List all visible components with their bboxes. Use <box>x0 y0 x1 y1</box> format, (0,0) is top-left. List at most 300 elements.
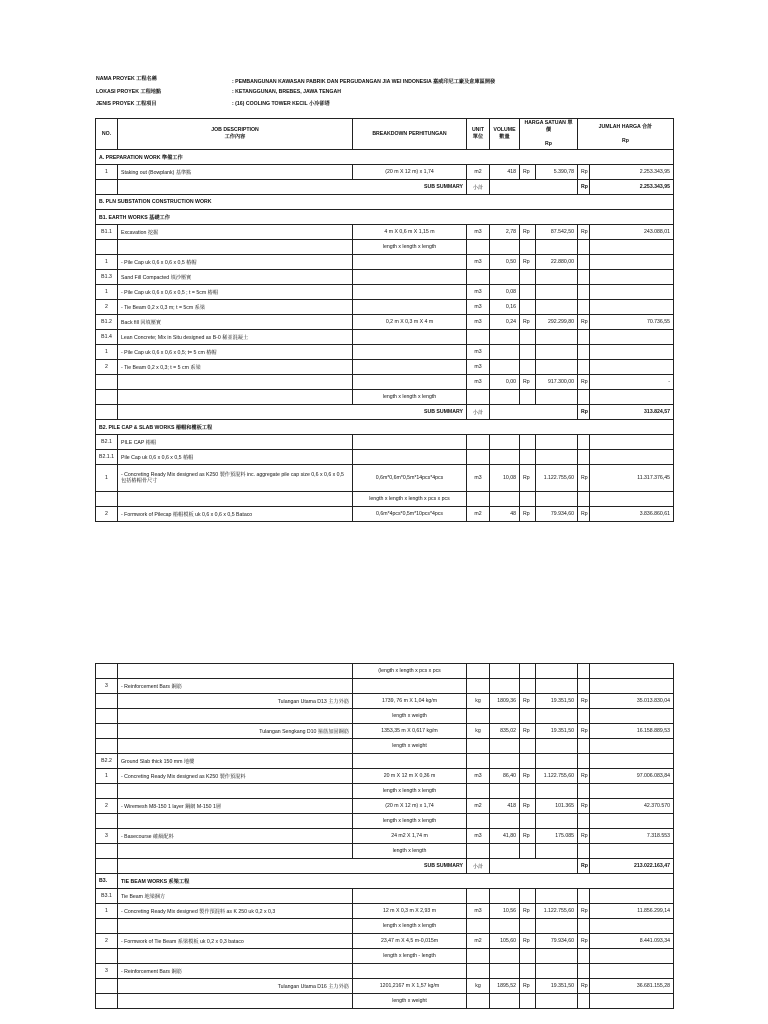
cell-brk: length x weight <box>353 994 467 1009</box>
cell-price: 917.300,00 <box>536 375 578 390</box>
cell-vol <box>490 330 520 345</box>
cell-total <box>590 360 674 375</box>
cell-price: 1.122.755,60 <box>536 769 578 784</box>
cell-rp2: Rp <box>578 799 590 814</box>
header-total-price: JUMLAH HARGA 合計 Rp <box>578 119 674 150</box>
cell-no: 1 <box>96 345 118 360</box>
cell-desc <box>118 814 353 829</box>
cell-no: 1 <box>96 165 118 180</box>
cell-rp2 <box>578 285 590 300</box>
cell-no <box>96 390 118 405</box>
cell-rp2 <box>578 390 590 405</box>
cell-unit: m3 <box>467 769 490 784</box>
cell-rp1 <box>520 450 536 465</box>
cell-price: 79.934,60 <box>536 934 578 949</box>
table-row <box>96 964 674 979</box>
cell-unit <box>467 492 490 507</box>
cell-brk: (20 m X 12 m) x 1,74 <box>353 165 467 180</box>
cell-unit: m3 <box>467 315 490 330</box>
cell-vol: 1809,36 <box>490 694 520 709</box>
cell-price: 87.542,50 <box>536 225 578 240</box>
cell-rp1 <box>520 345 536 360</box>
cell-brk <box>353 330 467 345</box>
cell-unit: m3 <box>467 255 490 270</box>
cell-vol <box>490 450 520 465</box>
cell-no: B2.1 <box>96 435 118 450</box>
cell-rp1: Rp <box>520 315 536 330</box>
section-b2-continued-rows <box>96 664 674 859</box>
cell-vol <box>490 754 520 769</box>
cell-unit <box>467 679 490 694</box>
table-row <box>96 330 674 345</box>
section-b1-title: B1. EARTH WORKS 基礎工作 <box>96 210 674 225</box>
cell-rp2 <box>578 754 590 769</box>
cell-total <box>590 754 674 769</box>
cell-desc <box>118 375 353 390</box>
cell-desc: Tulangan Utama D13 主力外筋 <box>118 694 353 709</box>
cell-total: 42.370.570 <box>590 799 674 814</box>
cell-desc: - Concreting Ready Mix designed as K250 製作預混料 inc. aggregate pile cap size 0,6 x 0,6 x 0,5 包括樁帽骨尺寸 <box>118 465 353 492</box>
cell-rp1: Rp <box>520 934 536 949</box>
cell-unit <box>467 330 490 345</box>
cell-desc: Tie Beam 地梁捆方 <box>118 889 353 904</box>
cell-vol <box>490 435 520 450</box>
cell-unit <box>467 814 490 829</box>
table-row <box>96 934 674 949</box>
cell-price <box>536 435 578 450</box>
cell-price: 175.085 <box>536 829 578 844</box>
project-type-value: : (16) COOLING TOWER KECIL 小冷卻塔 <box>232 101 330 107</box>
cell-vol: 418 <box>490 799 520 814</box>
cell-total <box>590 300 674 315</box>
sub-summary-row <box>96 405 674 420</box>
cell-no <box>96 664 118 679</box>
cell-no <box>96 694 118 709</box>
sub-summary-cn: 小計 <box>467 859 490 874</box>
cell-rp2: Rp <box>578 829 590 844</box>
cell-no <box>96 739 118 754</box>
cell-unit <box>467 949 490 964</box>
sub-summary-currency: Rp <box>578 859 590 874</box>
cell-brk: 0,6m*0,6m*0,5m*14pcs*4pcs <box>353 465 467 492</box>
cell-desc: Lean Concrete; Mix in Situ designed as B-0 稀並混凝土 <box>118 330 353 345</box>
cell-unit <box>467 739 490 754</box>
cell-price: 101.365 <box>536 799 578 814</box>
cell-unit: m3 <box>467 360 490 375</box>
cell-no <box>96 949 118 964</box>
cell-desc <box>118 844 353 859</box>
cell-unit <box>467 450 490 465</box>
sub-summary-currency: Rp <box>578 405 590 420</box>
cell-rp1 <box>520 240 536 255</box>
cell-rp2: Rp <box>578 769 590 784</box>
section-row <box>96 420 674 435</box>
cell-brk: length x length <box>353 844 467 859</box>
cell-total <box>590 964 674 979</box>
cell-total <box>590 949 674 964</box>
cell-total <box>590 784 674 799</box>
cell-desc: - Concreting Ready Mix designed 製作預混料 as K 250 uk 0,2 x 0,3 <box>118 904 353 919</box>
cell-total: 70.736,55 <box>590 315 674 330</box>
cell-total: 243.088,01 <box>590 225 674 240</box>
header-unit: UNIT 單位 <box>467 119 490 150</box>
cell-total <box>590 709 674 724</box>
table-row <box>96 679 674 694</box>
cell-price <box>536 994 578 1009</box>
cell-total <box>590 919 674 934</box>
table-cell <box>96 180 118 195</box>
cell-total <box>590 255 674 270</box>
cell-unit <box>467 754 490 769</box>
cell-vol: 0,16 <box>490 300 520 315</box>
cell-price: 292.299,80 <box>536 315 578 330</box>
cell-desc <box>118 919 353 934</box>
cell-rp2: Rp <box>578 315 590 330</box>
cell-rp1 <box>520 844 536 859</box>
cell-no: 2 <box>96 300 118 315</box>
cell-no <box>96 375 118 390</box>
cell-rp1 <box>520 814 536 829</box>
table-row <box>96 904 674 919</box>
cell-rp1: Rp <box>520 465 536 492</box>
cell-unit <box>467 844 490 859</box>
cell-rp1: Rp <box>520 829 536 844</box>
cell-rp2: Rp <box>578 904 590 919</box>
cell-desc <box>118 739 353 754</box>
cell-vol: 0,24 <box>490 315 520 330</box>
cell-vol: 86,40 <box>490 769 520 784</box>
table-row <box>96 507 674 522</box>
cell-brk <box>353 679 467 694</box>
table-cell <box>96 405 118 420</box>
cell-no <box>96 844 118 859</box>
cell-price <box>536 814 578 829</box>
cell-no: B2.2 <box>96 754 118 769</box>
cell-no <box>96 814 118 829</box>
table-row <box>96 724 674 739</box>
cell-price: 1.122.755,60 <box>536 904 578 919</box>
cell-total: 36.681.155,28 <box>590 979 674 994</box>
cell-desc: Tulangan Sengkang D10 箍筋加固鋼筋 <box>118 724 353 739</box>
section-row <box>96 195 674 210</box>
cell-rp2: Rp <box>578 694 590 709</box>
cell-unit: m3 <box>467 225 490 240</box>
table-row <box>96 979 674 994</box>
cell-unit: m3 <box>467 465 490 492</box>
cell-rp2 <box>578 709 590 724</box>
cell-rp2: Rp <box>578 165 590 180</box>
cell-brk: length x length x length <box>353 919 467 934</box>
cost-table-page-1 <box>95 118 674 522</box>
cell-rp2 <box>578 450 590 465</box>
cell-brk <box>353 345 467 360</box>
cell-no: 1 <box>96 769 118 784</box>
cell-no <box>96 994 118 1009</box>
cell-desc: - Pile Cap uk 0,6 x 0,6 x 0,5; t= 5 cm 樁帽 <box>118 345 353 360</box>
cell-rp2 <box>578 435 590 450</box>
cell-vol: 1895,52 <box>490 979 520 994</box>
cell-no: B1.2 <box>96 315 118 330</box>
table-row <box>96 225 674 240</box>
cell-no <box>96 492 118 507</box>
cell-unit <box>467 709 490 724</box>
cell-brk: length x weight <box>353 739 467 754</box>
section-row <box>96 150 674 165</box>
cell-vol: 10,08 <box>490 465 520 492</box>
cell-desc: Excavation 挖掘 <box>118 225 353 240</box>
cell-rp1 <box>520 919 536 934</box>
cell-rp1 <box>520 390 536 405</box>
cell-desc: Ground Slab thick 150 mm 地樓 <box>118 754 353 769</box>
cell-brk: (length x length x pcs x pcs <box>353 664 467 679</box>
cell-rp2: Rp <box>578 979 590 994</box>
cell-no: B1.3 <box>96 270 118 285</box>
cell-brk: 0,6m*4pcs*0,5m*10pcs*4pcs <box>353 507 467 522</box>
sub-summary-cn: 小計 <box>467 405 490 420</box>
cell-price <box>536 949 578 964</box>
cell-unit <box>467 270 490 285</box>
header-volume: VOLUME 數量 <box>490 119 520 150</box>
section-b2-title: B2. PILE CAP & SLAB WORKS 樁帽和樓板工程 <box>96 420 674 435</box>
cell-no: 3 <box>96 964 118 979</box>
table-row <box>96 375 674 390</box>
cell-vol <box>490 919 520 934</box>
cell-rp1: Rp <box>520 724 536 739</box>
table-header-row <box>96 119 674 150</box>
cell-brk: 20 m X 12 m X 0,36 m <box>353 769 467 784</box>
cell-vol <box>490 994 520 1009</box>
cell-unit: m2 <box>467 799 490 814</box>
section-a-title: A. PREPARATION WORK 準備工作 <box>96 150 674 165</box>
cell-vol <box>490 739 520 754</box>
cost-table-page-2 <box>95 663 674 1009</box>
cell-no: 1 <box>96 904 118 919</box>
cell-vol <box>490 390 520 405</box>
cell-unit: m3 <box>467 375 490 390</box>
table-row <box>96 994 674 1009</box>
cell-no: 2 <box>96 507 118 522</box>
cell-price: 22.880,00 <box>536 255 578 270</box>
cell-total <box>590 435 674 450</box>
cell-rp1 <box>520 360 536 375</box>
section-b1-rows <box>96 225 674 405</box>
table-row <box>96 664 674 679</box>
cell-no: 2 <box>96 934 118 949</box>
cell-total: 7.318.553 <box>590 829 674 844</box>
table-row <box>96 345 674 360</box>
cell-brk: 24 m2 X 1,74 m <box>353 829 467 844</box>
cell-rp2 <box>578 300 590 315</box>
cell-vol <box>490 784 520 799</box>
cell-brk: (20 m X 12 m) x 1,74 <box>353 799 467 814</box>
cell-rp1 <box>520 285 536 300</box>
cell-rp2 <box>578 889 590 904</box>
cell-price <box>536 919 578 934</box>
cell-vol <box>490 492 520 507</box>
table-row <box>96 769 674 784</box>
table-row <box>96 694 674 709</box>
cell-total: 11.317.376,45 <box>590 465 674 492</box>
cell-desc <box>118 664 353 679</box>
cell-vol <box>490 949 520 964</box>
cell-no: 1 <box>96 285 118 300</box>
cell-no: 3 <box>96 829 118 844</box>
sub-summary-label: SUB SUMMARY <box>118 405 467 420</box>
cell-price <box>536 390 578 405</box>
cell-desc: Pile Cap uk 0,6 x 0,6 x 0,5 樁帽 <box>118 450 353 465</box>
cell-rp1 <box>520 784 536 799</box>
cell-desc: - Reinforcement Bars 鋼筋 <box>118 964 353 979</box>
cell-price <box>536 709 578 724</box>
cell-rp2: Rp <box>578 724 590 739</box>
cell-brk <box>353 300 467 315</box>
cell-price: 79.934,60 <box>536 507 578 522</box>
cell-unit: m2 <box>467 934 490 949</box>
cell-vol <box>490 709 520 724</box>
table-row <box>96 390 674 405</box>
cell-rp2 <box>578 664 590 679</box>
cell-total <box>590 679 674 694</box>
cell-brk <box>353 375 467 390</box>
cell-desc <box>118 709 353 724</box>
cell-total: 35.013.830,04 <box>590 694 674 709</box>
cell-rp2 <box>578 994 590 1009</box>
cell-brk <box>353 964 467 979</box>
cell-brk <box>353 255 467 270</box>
cell-price <box>536 345 578 360</box>
header-breakdown: BREAKDOWN PERHITUNGAN <box>353 119 467 150</box>
cell-price: 1.122.755,60 <box>536 465 578 492</box>
header-no: NO. <box>96 119 118 150</box>
cell-total: 3.836.860,61 <box>590 507 674 522</box>
table-row <box>96 255 674 270</box>
cell-brk: 23,47 m X 4,5 m-0,015m <box>353 934 467 949</box>
cell-total <box>590 844 674 859</box>
cell-no: B1.1 <box>96 225 118 240</box>
section-b3-title: TIE BEAM WORKS 系梁工程 <box>118 874 674 889</box>
cell-total <box>590 739 674 754</box>
cell-rp1 <box>520 300 536 315</box>
table-row <box>96 949 674 964</box>
project-name-label: NAMA PROYEK 工程名稱 <box>96 76 157 82</box>
cell-desc: - Tie Beam 0,2 x 0,3 m; t = 5cm 系梁 <box>118 300 353 315</box>
table-row <box>96 814 674 829</box>
cell-desc: Staking out (Bowplank) 基準點 <box>118 165 353 180</box>
cell-desc <box>118 240 353 255</box>
cell-rp1 <box>520 435 536 450</box>
header-unit-price: HARGA SATUAN 單價 Rp <box>520 119 578 150</box>
cell-unit: m3 <box>467 345 490 360</box>
cell-unit <box>467 964 490 979</box>
project-location-label: LOKASI PROYEK 工程地點 <box>96 89 162 95</box>
cell-desc: - Pile Cap uk 0,6 x 0,6 x 0,5 樁帽 <box>118 255 353 270</box>
cell-brk <box>353 889 467 904</box>
cell-total <box>590 270 674 285</box>
cell-price <box>536 754 578 769</box>
cell-rp1 <box>520 679 536 694</box>
cell-brk <box>353 360 467 375</box>
cell-no <box>96 919 118 934</box>
cell-unit: m3 <box>467 285 490 300</box>
cell-total: 16.158.889,53 <box>590 724 674 739</box>
cell-unit: m2 <box>467 507 490 522</box>
cell-vol: 835,02 <box>490 724 520 739</box>
cell-no: 1 <box>96 255 118 270</box>
cell-price: 5.390,78 <box>536 165 578 180</box>
table-row <box>96 315 674 330</box>
cell-rp2 <box>578 255 590 270</box>
cell-rp1: Rp <box>520 904 536 919</box>
cell-unit <box>467 784 490 799</box>
sub-summary-b1-total: 313.824,57 <box>590 405 674 420</box>
sub-summary-cn: 小計 <box>467 180 490 195</box>
cell-no <box>96 724 118 739</box>
cell-total <box>590 492 674 507</box>
cell-rp1: Rp <box>520 979 536 994</box>
cell-rp2: Rp <box>578 507 590 522</box>
cell-brk: length x length - length <box>353 949 467 964</box>
cell-rp2 <box>578 360 590 375</box>
cell-vol <box>490 360 520 375</box>
cell-brk: 12 m X 0,3 m X 2,93 m <box>353 904 467 919</box>
cell-brk: length x weigth <box>353 709 467 724</box>
table-cell <box>490 859 578 874</box>
cell-price <box>536 450 578 465</box>
cell-brk: length x length x length <box>353 240 467 255</box>
cell-no <box>96 979 118 994</box>
cell-rp1 <box>520 994 536 1009</box>
cell-total <box>590 345 674 360</box>
section-b3-rows <box>96 889 674 1009</box>
cell-rp2 <box>578 345 590 360</box>
cell-brk: 1201,2167 m X 1,57 kg/m <box>353 979 467 994</box>
section-a-rows <box>96 165 674 180</box>
table-cell <box>490 180 578 195</box>
table-row <box>96 165 674 180</box>
cell-brk: 1353,35 m X 0,617 kg/m <box>353 724 467 739</box>
cell-unit <box>467 664 490 679</box>
cell-total: 11.856.299,14 <box>590 904 674 919</box>
cell-rp2 <box>578 739 590 754</box>
cell-price <box>536 964 578 979</box>
table-row <box>96 285 674 300</box>
cell-vol <box>490 844 520 859</box>
cell-brk: length x length x length <box>353 390 467 405</box>
cell-no: B1.4 <box>96 330 118 345</box>
cell-rp2 <box>578 949 590 964</box>
cell-rp1 <box>520 709 536 724</box>
cell-rp1 <box>520 270 536 285</box>
cell-brk <box>353 285 467 300</box>
cell-rp1: Rp <box>520 694 536 709</box>
cell-total <box>590 664 674 679</box>
table-row <box>96 300 674 315</box>
table-row <box>96 465 674 492</box>
cell-price <box>536 270 578 285</box>
cell-vol: 0,50 <box>490 255 520 270</box>
cell-brk: length x length x length <box>353 814 467 829</box>
cell-brk <box>353 435 467 450</box>
cell-total: 8.441.093,34 <box>590 934 674 949</box>
cell-rp1 <box>520 889 536 904</box>
cell-no <box>96 709 118 724</box>
cell-desc: PILE CAP 樁帽 <box>118 435 353 450</box>
sub-summary-a-total: 2.253.343,95 <box>590 180 674 195</box>
cell-price <box>536 739 578 754</box>
cell-no <box>96 784 118 799</box>
cell-vol: 41,80 <box>490 829 520 844</box>
cell-brk: 4 m X 0,6 m X 1,15 m <box>353 225 467 240</box>
